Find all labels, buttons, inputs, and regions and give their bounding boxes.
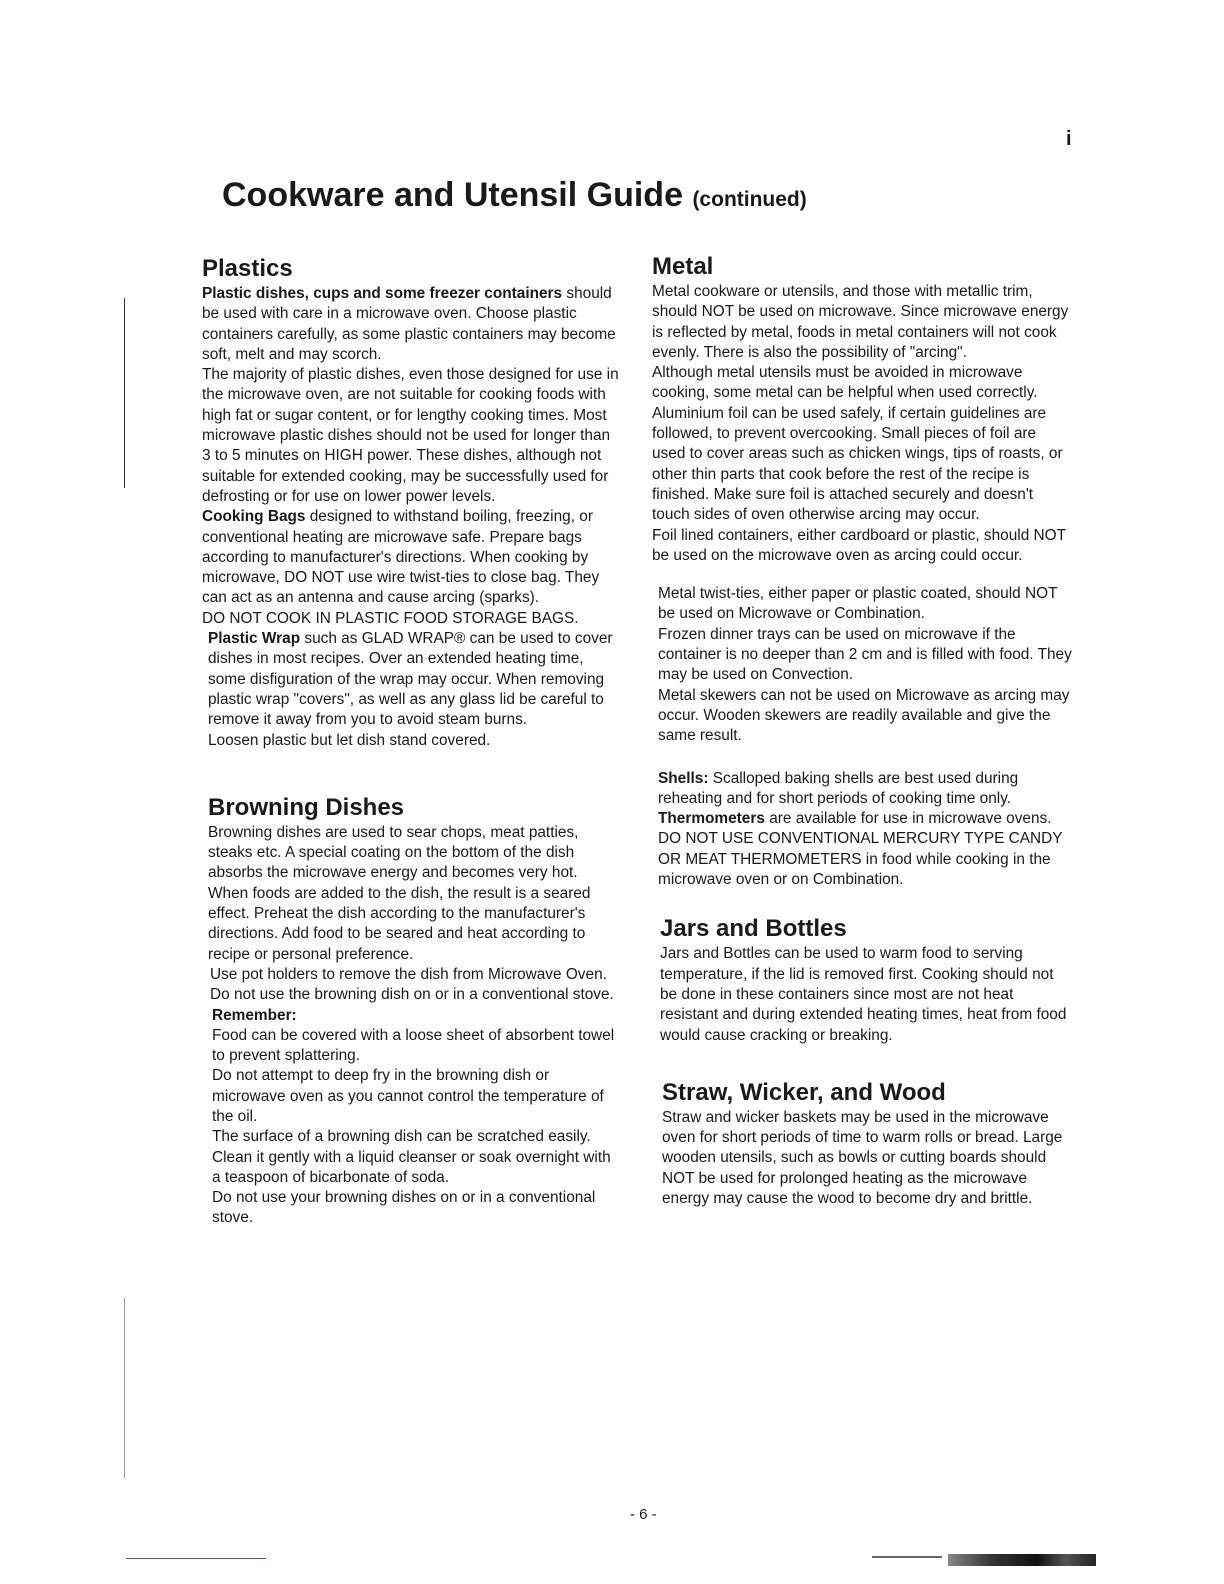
page-title-suffix: (continued) xyxy=(692,188,807,211)
corner-mark: i xyxy=(1066,128,1072,150)
right-column xyxy=(652,252,1072,1209)
straw-paragraph: Straw and wicker baskets may be used in the microwave oven for short periods of time to warm rolls or bread. Large wooden utensils, such as bowls or cutting boards should NOT be used for prolonged heating as the microwave energy may cause the wood to become dry and brittle. xyxy=(662,1108,1063,1207)
remember-item: Food can be covered with a loose sheet of absorbent towel to prevent splattering. xyxy=(212,1026,615,1065)
frozen-trays-paragraph: Frozen dinner trays can be used on microwave if the container is no deeper than 2 cm and is filled with food. They may be used on Convection. xyxy=(658,625,1072,684)
shells-text: Scalloped baking shells are best used during reheating and for short periods of cooking time only. xyxy=(658,769,1019,807)
shells-paragraph xyxy=(658,769,1072,810)
thermometers-text: are available for use in microwave ovens. DO NOT USE CONVENTIONAL MERCURY TYPE CANDY OR MEAT THERMOMETERS in food while cooking in the microwave oven or on Combination. xyxy=(658,810,1063,889)
shells-bold: Shells: xyxy=(658,769,709,787)
plastics-paragraph: The majority of plastic dishes, even those designed for use in the microwave oven, are not suitable for cooking foods with high fat or sugar content, or for lengthy cooking times. Most microwave plastic dishes should not be used for longer than 3 to 5 minutes on HIGH power. These dishes, although not suitable for extended cooking, may be successfully used for defrosting or for use on lower power levels. xyxy=(202,366,619,505)
plastics-intro-bold: Plastic dishes, cups and some freezer containers xyxy=(202,285,563,302)
remember-label xyxy=(212,1006,622,1026)
metal-paragraph: Metal cookware or utensils, and those with metallic trim, should NOT be used on microwave. Since microwave energy is reflected by metal, foods in metal containers will not cook evenly. There is also the possibility of "arcing". xyxy=(652,283,1069,361)
page-title-main: Cookware and Utensil Guide xyxy=(222,176,683,214)
browning-paragraph: Browning dishes are used to sear chops, meat patties, steaks etc. A special coating on the bottom of the dish absorbs the microwave energy and becomes very hot. When foods are added to the dish, the result is a seared effect. Preheat the dish according to the manufacturer's directions. Add food to be seared and heat according to recipe or personal preference. xyxy=(208,823,591,963)
scan-artifact xyxy=(948,1554,1096,1566)
plastics-intro xyxy=(202,284,622,365)
thermometers-paragraph xyxy=(658,809,1072,890)
page-number: - 6 - xyxy=(630,1506,657,1523)
cooking-bags-bold: Cooking Bags xyxy=(202,508,306,526)
metal-paragraph: Although metal utensils must be avoided in microwave cooking, some metal can be helpful when used correctly. xyxy=(652,364,1038,402)
remember-bold: Remember: xyxy=(212,1006,297,1024)
section-heading-plastics: Plastics xyxy=(202,255,293,282)
metal-paragraph: Foil lined containers, either cardboard or plastic, should NOT be used on the microwave oven as arcing could occur. xyxy=(652,526,1066,564)
scan-margin-line xyxy=(124,298,125,488)
cooking-bags-paragraph xyxy=(202,507,622,608)
browning-paragraph-2: Use pot holders to remove the dish from Microwave Oven. Do not use the browning dish on or in a conventional stove. xyxy=(210,965,614,1004)
scan-margin-line xyxy=(124,1298,125,1478)
metal-paragraph: Aluminium foil can be used safely, if certain guidelines are followed, to prevent overcooking. Small pieces of foil are used to cover areas such as chicken wings, tips of roasts, or other thin parts that cook before the rest of the recipe is finished. Make sure foil is attached securely and doesn't touch sides of oven otherwise arcing may occur. xyxy=(652,404,1063,524)
plastics-intro-text: should be used with care in a microwave oven. Choose plastic containers carefully, as some plastic containers may become soft, melt and may scorch. xyxy=(202,285,616,363)
plastic-wrap-paragraph xyxy=(208,629,622,730)
page-title xyxy=(222,176,807,215)
cooking-bags-text: designed to withstand boiling, freezing, or conventional heating are microwave safe. Prepare bags according to manufacturer's directions. When cooking by microwave, DO NOT use wire twist-ties to close bag. They can act as an antenna and cause arcing (sparks). xyxy=(202,508,600,607)
section-heading-straw: Straw, Wicker, and Wood xyxy=(662,1078,946,1106)
section-heading-jars: Jars and Bottles xyxy=(660,915,847,943)
thermometers-bold: Thermometers xyxy=(658,810,765,828)
plastic-wrap-bold: Plastic Wrap xyxy=(208,630,301,648)
storage-bags-warning: DO NOT COOK IN PLASTIC FOOD STORAGE BAGS. xyxy=(202,609,579,627)
jars-paragraph: Jars and Bottles can be used to warm food to serving temperature, if the lid is removed first. Cooking should not be done in these containers since most are not heat resistant and during extended heating times, heat from food would cause cracking or breaking. xyxy=(660,945,1067,1044)
remember-item: Do not attempt to deep fry in the browning dish or microwave oven as you cannot control the temperature of the oil. xyxy=(212,1067,604,1125)
skewers-paragraph: Metal skewers can not be used on Microwave as arcing may occur. Wooden skewers are readily available and give the same result. xyxy=(658,686,1070,745)
scan-artifact xyxy=(872,1556,942,1558)
section-heading-metal: Metal xyxy=(652,253,714,280)
bottom-rule xyxy=(126,1558,266,1559)
left-column xyxy=(202,254,622,1229)
loosen-plastic-note: Loosen plastic but let dish stand covered. xyxy=(208,731,491,749)
plastic-wrap-text: such as GLAD WRAP® can be used to cover dishes in most recipes. Over an extended heating time, some disfiguration of the wrap may occur. When removing plastic wrap "covers", as well as any glass lid be careful to remove it away from you to avoid steam burns. xyxy=(208,630,613,729)
section-heading-browning: Browning Dishes xyxy=(208,793,405,821)
remember-item: The surface of a browning dish can be scratched easily. Clean it gently with a liquid cleanser or soak overnight with a teaspoon of bicarbonate of soda. xyxy=(212,1128,611,1186)
remember-item: Do not use your browning dishes on or in a conventional stove. xyxy=(212,1189,596,1227)
twist-ties-paragraph: Metal twist-ties, either paper or plastic coated, should NOT be used on Microwave or Combination. xyxy=(658,585,1058,623)
